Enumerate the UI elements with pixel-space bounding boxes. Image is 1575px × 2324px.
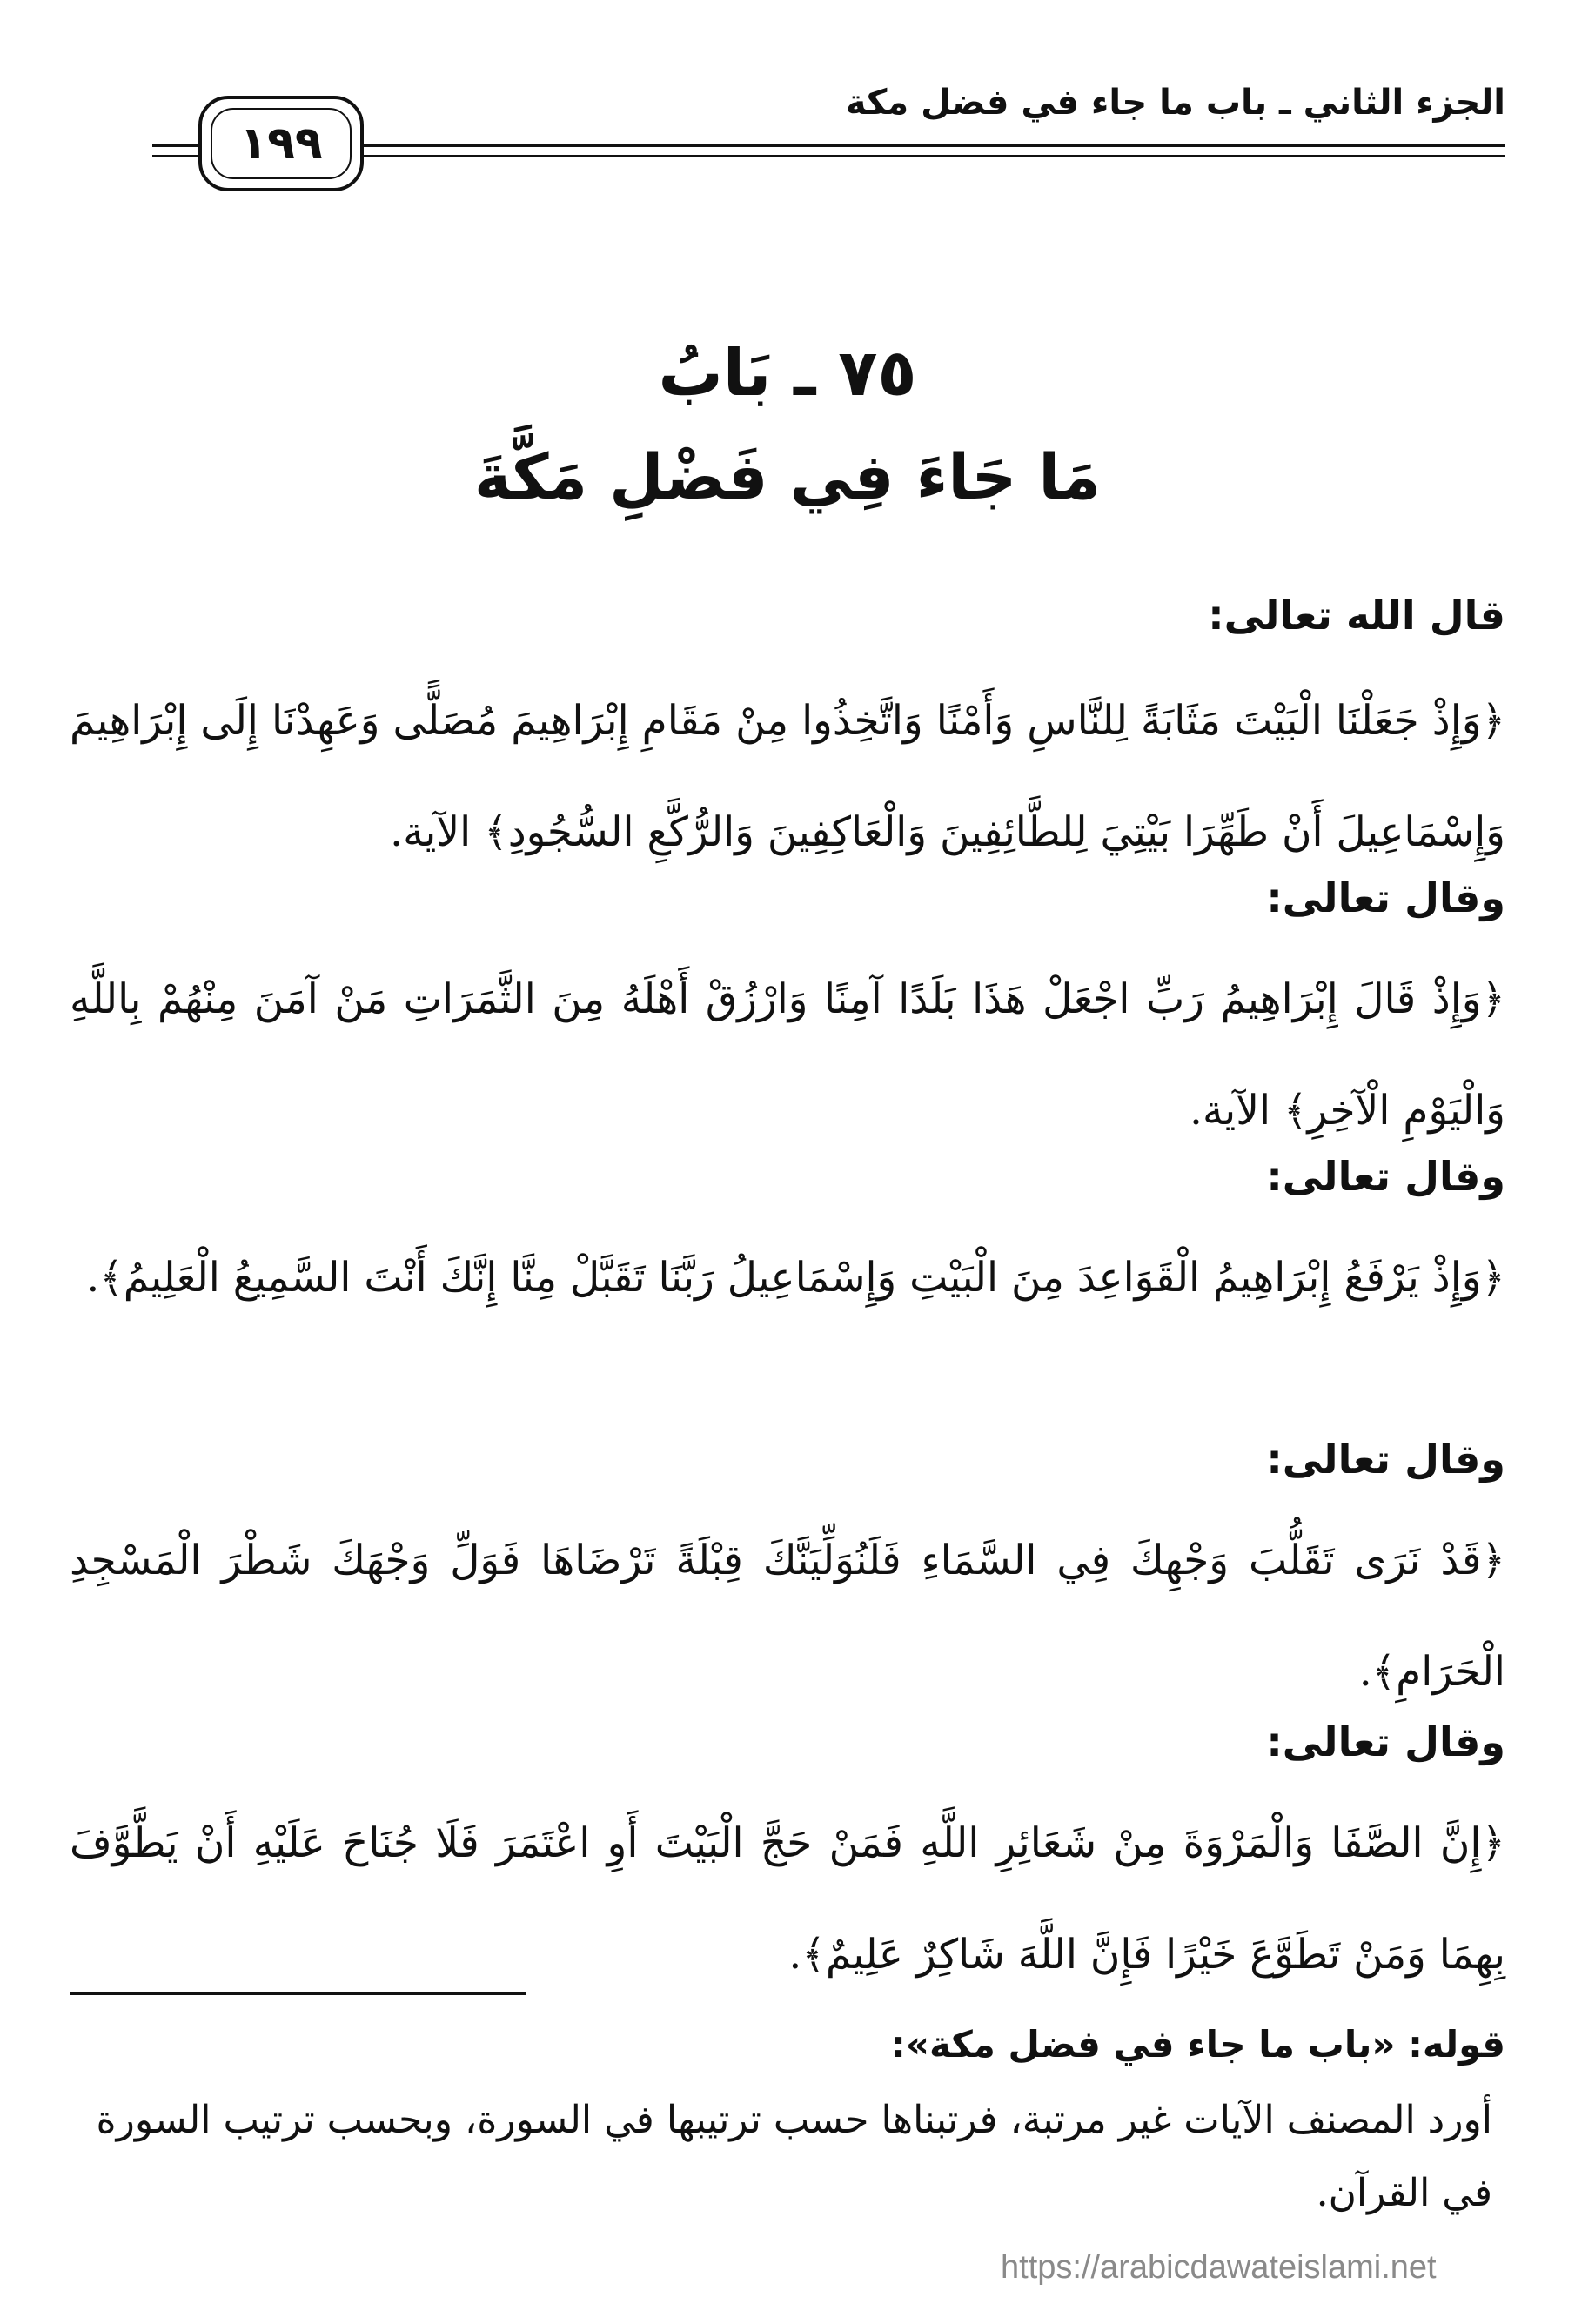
verse-4: ﴿قَدْ نَرَى تَقَلُّبَ وَجْهِكَ فِي السَّمَاءِ فَلَنُوَلِّيَنَّكَ قِبْلَةً تَرْضَاهَا فَوَلِّ وَجْهَكَ شَطْرَ الْمَسْجِدِ الْحَرَامِ﴾.: [70, 1537, 1505, 1696]
running-title: الجزء الثاني ـ باب ما جاء في فضل مكة: [845, 83, 1505, 123]
page-number-frame: [198, 96, 364, 191]
chapter-number: ٧٥ ـ بَابُ: [658, 336, 917, 411]
verse-2: ﴿وَإِذْ قَالَ إِبْرَاهِيمُ رَبِّ اجْعَلْ هَذَا بَلَدًا آمِنًا وَارْزُقْ أَهْلَهُ مِنَ الثَّمَرَاتِ مَنْ آمَنَ مِنْهُمْ بِاللَّهِ وَالْيَوْمِ الْآخِرِ﴾ الآية.: [70, 975, 1505, 1135]
verse-1: ﴿وَإِذْ جَعَلْنَا الْبَيْتَ مَثَابَةً لِلنَّاسِ وَأَمْنًا وَاتَّخِذُوا مِنْ مَقَامِ إِبْرَاهِيمَ مُصَلًّى وَعَهِدْنَا إِلَى إِبْرَاهِيمَ وَإِسْمَاعِيلَ أَنْ طَهِّرَا بَيْتِيَ لِلطَّائِفِينَ وَالْعَاكِفِينَ وَالرُّكَّعِ السُّجُودِ﴾ الآية.: [70, 697, 1505, 856]
commentary-separator: [70, 1992, 526, 1995]
verse-5: ﴿إِنَّ الصَّفَا وَالْمَرْوَةَ مِنْ شَعَائِرِ اللَّهِ فَمَنْ حَجَّ الْبَيْتَ أَوِ اعْتَمَرَ فَلَا جُنَاحَ عَلَيْهِ أَنْ يَطَّوَّفَ بِهِمَا وَمَنْ تَطَوَّعَ خَيْرًا فَإِنَّ اللَّهَ شَاكِرٌ عَلِيمٌ﴾.: [70, 1819, 1505, 1979]
page-number: ١٩٩: [211, 108, 352, 179]
section-intro-2: وقال تعالى:: [1266, 874, 1505, 921]
commentary-heading: قوله: «باب ما جاء في فضل مكة»:: [891, 2023, 1505, 2066]
section-intro-5: وقال تعالى:: [1266, 1718, 1505, 1765]
commentary-body: أورد المصنف الآيات غير مرتبة، فرتبناها حسب ترتيبها في السورة، وبحسب ترتيب السورة في القرآن.: [96, 2098, 1492, 2215]
chapter-title: مَا جَاءَ فِي فَضْلِ مَكَّةَ: [473, 440, 1102, 513]
verse-3: ﴿وَإِذْ يَرْفَعُ إِبْرَاهِيمُ الْقَوَاعِدَ مِنَ الْبَيْتِ وَإِسْمَاعِيلُ رَبَّنَا تَقَبَّلْ مِنَّا إِنَّكَ أَنْتَ السَّمِيعُ الْعَلِيمُ﴾.: [86, 1254, 1505, 1302]
section-intro-3: وقال تعالى:: [1266, 1153, 1505, 1200]
section-intro-1: قال الله تعالى:: [1208, 592, 1505, 639]
watermark-url: https://arabicdawateislami.net: [1001, 2249, 1437, 2286]
section-intro-4: وقال تعالى:: [1266, 1436, 1505, 1483]
